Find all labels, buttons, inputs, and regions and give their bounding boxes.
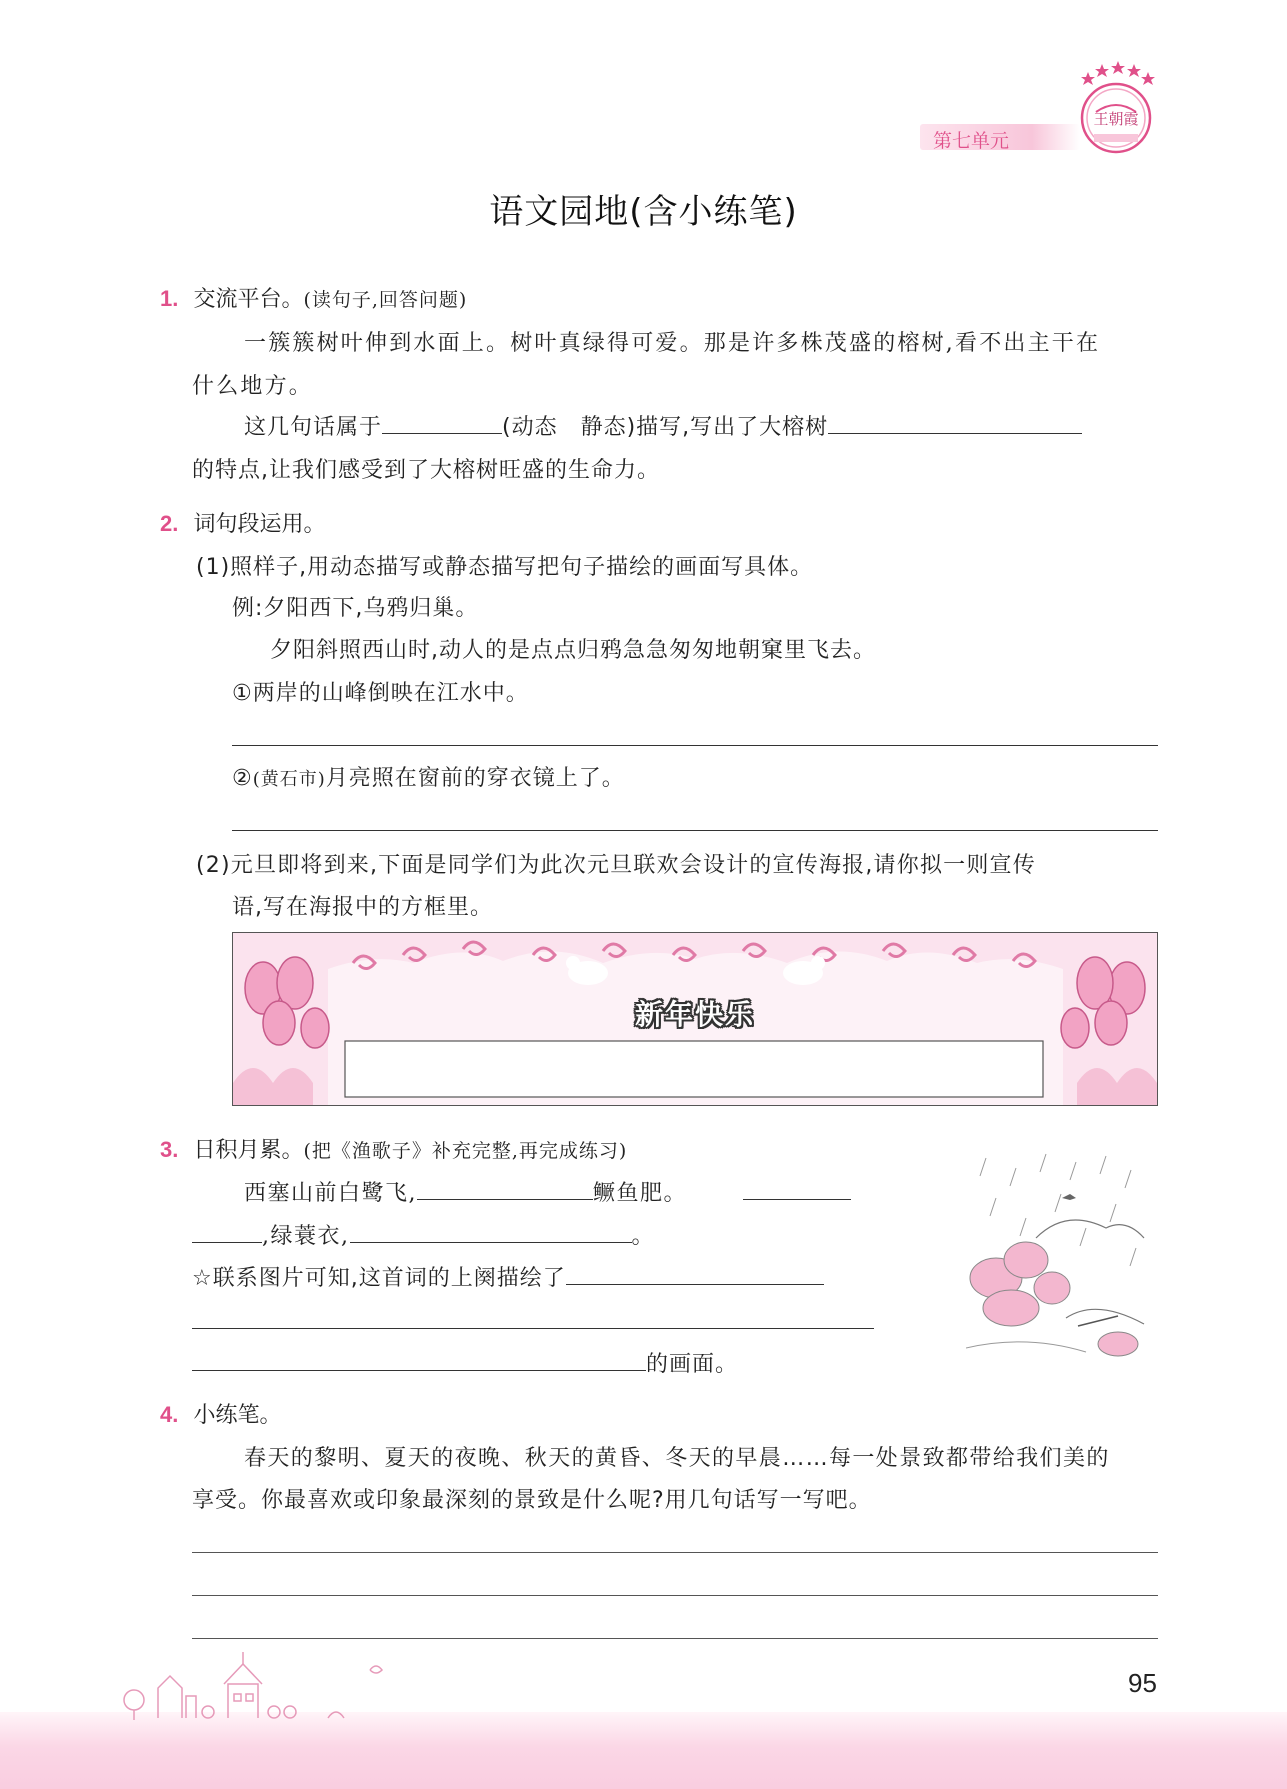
q1-fill-text-b: (动态 静态)描写,写出了大榕树: [502, 415, 829, 440]
q3-poem-d: 。: [631, 1224, 656, 1249]
q3-task-text: ☆联系图片可知,这首词的上阕描绘了: [192, 1266, 566, 1291]
q2-number: 2.: [160, 511, 179, 536]
q4-heading: [160, 1398, 281, 1429]
q3-heading: [160, 1133, 627, 1164]
page-number: 95: [1128, 1668, 1157, 1698]
q1-heading: [160, 282, 467, 313]
q3-poem-c: ,绿蓑衣,: [262, 1224, 350, 1249]
q3-number: 3.: [160, 1137, 179, 1162]
q4-writing-line-1[interactable]: [192, 1552, 1158, 1553]
q4-writing-line-2[interactable]: [192, 1595, 1158, 1596]
q3-blank-4[interactable]: [350, 1220, 632, 1243]
q1-fill-line: [244, 410, 1082, 441]
q1-fill-text-a: 这几句话属于: [244, 415, 383, 440]
q1-fill-line2: 的特点,让我们感受到了大榕树旺盛的生命力。: [192, 458, 660, 483]
q2-sub1: (1)照样子,用动态描写或静态描写把句子描绘的画面写具体。: [196, 555, 814, 580]
q1-passage-line2: 什么地方。: [192, 374, 314, 399]
q1-passage-line1: 一簇簇树叶伸到水面上。树叶真绿得可爱。那是许多株茂盛的榕树,看不出主干在: [244, 331, 1101, 356]
rainy-landscape-illustration: [966, 1148, 1146, 1366]
poster-title: 新年快乐: [634, 998, 755, 1031]
q2-sub2-line2: 语,写在海报中的方框里。: [232, 895, 493, 920]
q1-blank-feature[interactable]: [828, 411, 1082, 434]
q2-example-label: 例:夕阳西下,乌鸦归巢。: [232, 596, 479, 621]
q2-sub2-line1: (2)元旦即将到来,下面是同学们为此次元旦联欢会设计的宣传海报,请你拟一则宣传: [196, 853, 1036, 878]
q3-blank-1[interactable]: [417, 1177, 593, 1200]
q2-item2-prefix: ②: [232, 766, 253, 791]
q4-prompt-line2: 享受。你最喜欢或印象最深刻的景致是什么呢?用几句话写一写吧。: [192, 1488, 872, 1513]
brand-logo-icon: [1068, 58, 1160, 158]
svg-text:王朝霞: 王朝霞: [1093, 110, 1139, 128]
page-title: 语文园地(含小练笔): [489, 192, 798, 232]
q3-poem-a: 西塞山前白鹭飞,: [244, 1181, 417, 1206]
q3-blank-5[interactable]: [566, 1262, 824, 1285]
q2-example-answer: 夕阳斜照西山时,动人的是点点归鸦急急匆匆地朝窠里飞去。: [270, 638, 876, 663]
q4-number: 4.: [160, 1402, 179, 1427]
q3-task-end: 的画面。: [646, 1352, 739, 1377]
q3-blank-6[interactable]: [192, 1348, 646, 1371]
q3-task-line: [192, 1261, 824, 1292]
q3-poem-line2: [192, 1219, 655, 1250]
q1-hint: (读句子,回答问题): [303, 289, 468, 311]
new-year-poster: [232, 932, 1158, 1106]
q2-item2-source-tag: (黄石市): [252, 769, 326, 790]
q3-blank-2[interactable]: [743, 1177, 851, 1200]
q2-heading: [160, 507, 325, 538]
poster-slogan-box[interactable]: [345, 1041, 1043, 1097]
q2-title: 词句段运用。: [193, 512, 326, 537]
q4-title: 小练笔。: [193, 1403, 282, 1428]
q2-item2-answer-line[interactable]: [232, 830, 1158, 831]
footer-town-icon: [118, 1648, 418, 1720]
q3-answer-line[interactable]: [192, 1328, 874, 1329]
q2-item1: ①两岸的山峰倒映在江水中。: [232, 681, 529, 706]
q4-prompt-line1: 春天的黎明、夏天的夜晚、秋天的黄昏、冬天的早晨……每一处景致都带给我们美的: [244, 1446, 1110, 1471]
q2-item2: [232, 761, 625, 792]
q3-final-line: [192, 1347, 738, 1378]
q2-item2-text: 月亮照在窗前的穿衣镜上了。: [325, 766, 625, 791]
q4-writing-line-3[interactable]: [192, 1638, 1158, 1639]
q3-title: 日积月累。: [193, 1138, 304, 1163]
footer-band: [0, 1712, 1287, 1789]
unit-label: 第七单元: [933, 130, 1010, 152]
q1-number: 1.: [160, 286, 179, 311]
q3-poem-b: 鳜鱼肥。: [593, 1181, 688, 1206]
q3-poem-line1: [244, 1176, 851, 1207]
q3-hint: (把《渔歌子》补充完整,再完成练习): [303, 1140, 628, 1162]
q1-blank-type[interactable]: [382, 411, 502, 434]
q2-item1-answer-line[interactable]: [232, 745, 1158, 746]
q1-title: 交流平台。: [193, 287, 304, 312]
q3-blank-3[interactable]: [192, 1220, 262, 1243]
